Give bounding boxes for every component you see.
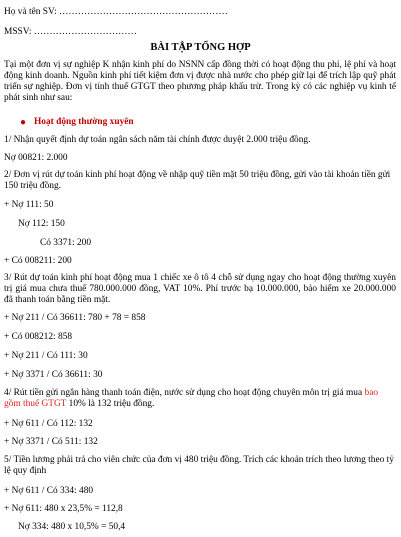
bullet-icon: ● <box>20 117 27 128</box>
answer-3-line-4: + Nợ 3371 / Có 36611: 30 <box>4 370 103 380</box>
student-id-line: MSSV: …………………………… <box>4 27 137 37</box>
section-heading: Hoạt động thường xuyên <box>34 117 134 127</box>
question-4 <box>4 388 396 410</box>
question-3: 3/ Rút dự toán kinh phí hoạt động mua 1 chiếc xe ô tô 4 chỗ sử dụng ngay cho hoạt động thường xuyên trị giá mua chưa thuế 780.000.000 đồng, VAT 10%. Phí trước bạ 10.000.000, bảo hiểm xe 20.000.000 đã thanh toán bằng tiền mặt. <box>4 273 396 305</box>
answer-2-line-1: + Nợ 111: 50 <box>4 200 54 210</box>
answer-5-line-3: Nợ 334: 480 x 10,5% = 50,4 <box>18 522 126 532</box>
intro-paragraph: Tại một đơn vị sự nghiệp K nhận kinh phí do NSNN cấp đồng thời có hoạt động thu phí, lệ phí và hoạt động kinh doanh. Nguồn kinh phí tiết kiệm đơn vị được nhà nước cho phép giữ lại để trích lập quỹ phát triển sự nghiệp. Đơn vị tính thuế GTGT theo phương pháp khấu trừ. Trong kỳ có các nghiệp vụ kinh tế phát sinh như sau: <box>4 60 396 103</box>
question-5: 5/ Tiền lương phải trả cho viên chức của đơn vị 480 triệu đồng. Trích các khoản trích theo lương theo tỷ lệ quy định <box>4 455 394 476</box>
question-4-text-b: 10% là 132 triệu đồng. <box>66 399 155 409</box>
question-4-text-a: 4/ Rút tiền gửi ngân hàng thanh toán điện, nước sử dụng cho hoạt động chuyên môn trị giá mua <box>4 388 365 398</box>
answer-4-line-2: + Nợ 3371 / Có 511: 132 <box>4 437 98 447</box>
answer-4-line-1: + Nợ 611 / Có 112: 132 <box>4 419 93 429</box>
student-name-line: Họ và tên SV: ……………………………………………… <box>4 7 228 17</box>
answer-1-line-1: Nợ 00821: 2.000 <box>4 153 68 163</box>
page-title: BÀI TẬP TỔNG HỢP <box>150 42 251 53</box>
answer-2-line-2: Nợ 112: 150 <box>18 219 65 229</box>
answer-5-line-2: + Nợ 611: 480 x 23,5% = 112,8 <box>4 504 123 514</box>
answer-3-line-3: + Nợ 211 / Có 111: 30 <box>4 351 88 361</box>
question-2: 2/ Đơn vị rút dự toán kinh phí hoạt động về nhập quỹ tiền mặt 50 triệu đồng, gửi vào tài khoản tiền gửi 150 triệu đồng. <box>4 170 391 191</box>
answer-3-line-2: + Có 008212: 858 <box>4 332 73 342</box>
question-1: 1/ Nhận quyết định dự toán ngân sách năm tài chính được duyệt 2.000 triệu đồng. <box>4 135 311 145</box>
answer-3-line-1: + Nợ 211 / Có 36611: 780 + 78 = 858 <box>4 313 146 323</box>
answer-5-line-1: + Nợ 611 / Có 334: 480 <box>4 486 94 496</box>
answer-2-line-4: + Có 008211: 200 <box>4 256 72 266</box>
question-4-highlight: bao gồm thuế GTGT <box>4 388 379 409</box>
answer-2-line-3: Có 3371: 200 <box>40 238 92 248</box>
